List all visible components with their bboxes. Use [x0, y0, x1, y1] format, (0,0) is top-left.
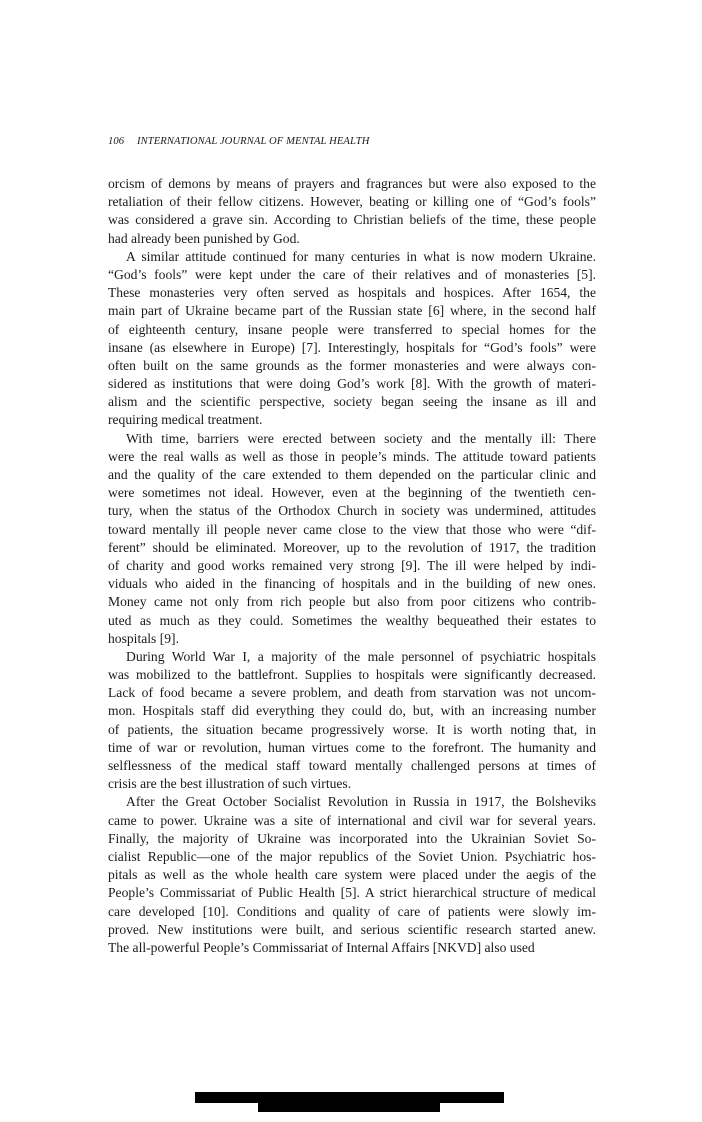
text-line: was considered a grave sin. According to Christian beliefs of the time, these people	[108, 212, 596, 228]
text-line: orcism of demons by means of prayers and fragrances but were also exposed to the	[108, 176, 596, 191]
text-line: With time, barriers were erected between society and the mentally ill: There	[126, 430, 596, 446]
text-line: care developed [10]. Conditions and quality of care of patients were slowly im-	[108, 903, 596, 919]
running-header	[108, 136, 598, 147]
text-line: of eighteenth century, insane people were transferred to special homes for the	[108, 321, 596, 337]
text-line: crisis are the best illustration of such virtues.	[108, 776, 352, 792]
text-line: came to power. Ukraine was a site of international and civil war for several years.	[108, 812, 596, 828]
text-line: toward mentally ill people never came close to the view that those who were “dif-	[108, 521, 596, 537]
paragraph	[108, 430, 596, 648]
text-line: The all-powerful People’s Commissariat of Internal Affairs [NKVD] also used	[108, 939, 535, 955]
text-line: ferent” should be eliminated. Moreover, up to the revolution of 1917, the tradition	[108, 539, 596, 555]
text-line: pitals as well as the whole health care system were placed under the aegis of the	[108, 867, 596, 883]
text-line: insane (as elsewhere in Europe) [7]. Interestingly, hospitals for “God’s fools” were	[108, 339, 596, 355]
text-line: were sometimes not ideal. However, even at the beginning of the twentieth cen-	[108, 485, 596, 501]
paragraph	[108, 793, 596, 957]
paragraph	[108, 248, 596, 430]
text-line: mon. Hospitals staff did everything they could do, but, with an increasing number	[108, 703, 596, 719]
paragraph	[108, 648, 596, 794]
text-line: sidered as institutions that were doing God’s work [8]. With the growth of materi-	[108, 376, 596, 392]
text-line: was mobilized to the battlefront. Supplies to hospitals were significantly decreased.	[108, 667, 596, 683]
text-line: viduals who aided in the financing of hospitals and in the building of new ones.	[108, 576, 596, 592]
text-line: tury, when the status of the Orthodox Church in society was undermined, attitudes	[108, 503, 596, 519]
redaction-bar	[258, 1103, 440, 1112]
text-line: These monasteries very often served as hospitals and hospices. After 1654, the	[108, 285, 596, 301]
text-line: During World War I, a majority of the male personnel of psychiatric hospitals	[126, 648, 596, 664]
text-line: requiring medical treatment.	[108, 412, 263, 428]
text-line: alism and the scientific perspective, society began seeing the insane as ill and	[108, 394, 596, 410]
text-line: and the quality of the care extended to them depended on the particular clinic and	[108, 467, 596, 482]
text-line: were the real walls as well as those in people’s minds. The attitude toward patients	[108, 448, 596, 464]
text-line: had already been punished by God.	[108, 230, 300, 246]
text-line: of patients, the situation became progressively worse. It is worth noting that, in	[108, 721, 596, 737]
text-line: selflessness of the medical staff toward mentally challenged persons at times of	[108, 758, 596, 773]
text-line: retaliation of their fellow citizens. However, beating or killing one of “God’s fools”	[108, 194, 596, 210]
paragraph	[108, 175, 596, 248]
text-line: often built on the same grounds as the former monasteries and were always con-	[108, 357, 596, 373]
page-number: 106	[108, 136, 125, 147]
text-line: time of war or revolution, human virtues come to the forefront. The humanity and	[108, 739, 596, 755]
text-line: uted as much as they could. Sometimes the wealthy bequeathed their estates to	[108, 612, 596, 628]
text-line: “God’s fools” were kept under the care of their relatives and of monasteries [5].	[108, 266, 596, 282]
text-line: A similar attitude continued for many centuries in what is now modern Ukraine.	[126, 248, 596, 264]
text-line: proved. New institutions were built, and serious scientific research started anew.	[108, 921, 596, 937]
text-line: main part of Ukraine became part of the Russian state [6] where, in the second half	[108, 303, 596, 319]
text-line: Finally, the majority of Ukraine was incorporated into the Ukrainian Soviet So-	[108, 830, 596, 846]
text-line: Money came not only from rich people but also from poor citizens who contrib-	[108, 594, 596, 610]
text-line: After the Great October Socialist Revolution in Russia in 1917, the Bolsheviks	[126, 794, 596, 810]
redaction-bar	[195, 1092, 504, 1103]
text-line: cialist Republic—one of the major republics of the Soviet Union. Psychiatric hos-	[108, 848, 596, 864]
article-body	[108, 175, 596, 957]
journal-title: INTERNATIONAL JOURNAL OF MENTAL HEALTH	[136, 136, 370, 147]
text-line: People’s Commissariat of Public Health [5]. A strict hierarchical structure of medical	[108, 885, 596, 901]
text-line: of charity and good works remained very strong [9]. The ill were helped by indi-	[108, 557, 596, 573]
text-line: hospitals [9].	[108, 630, 179, 646]
text-line: Lack of food became a severe problem, and death from starvation was not uncom-	[108, 685, 596, 701]
